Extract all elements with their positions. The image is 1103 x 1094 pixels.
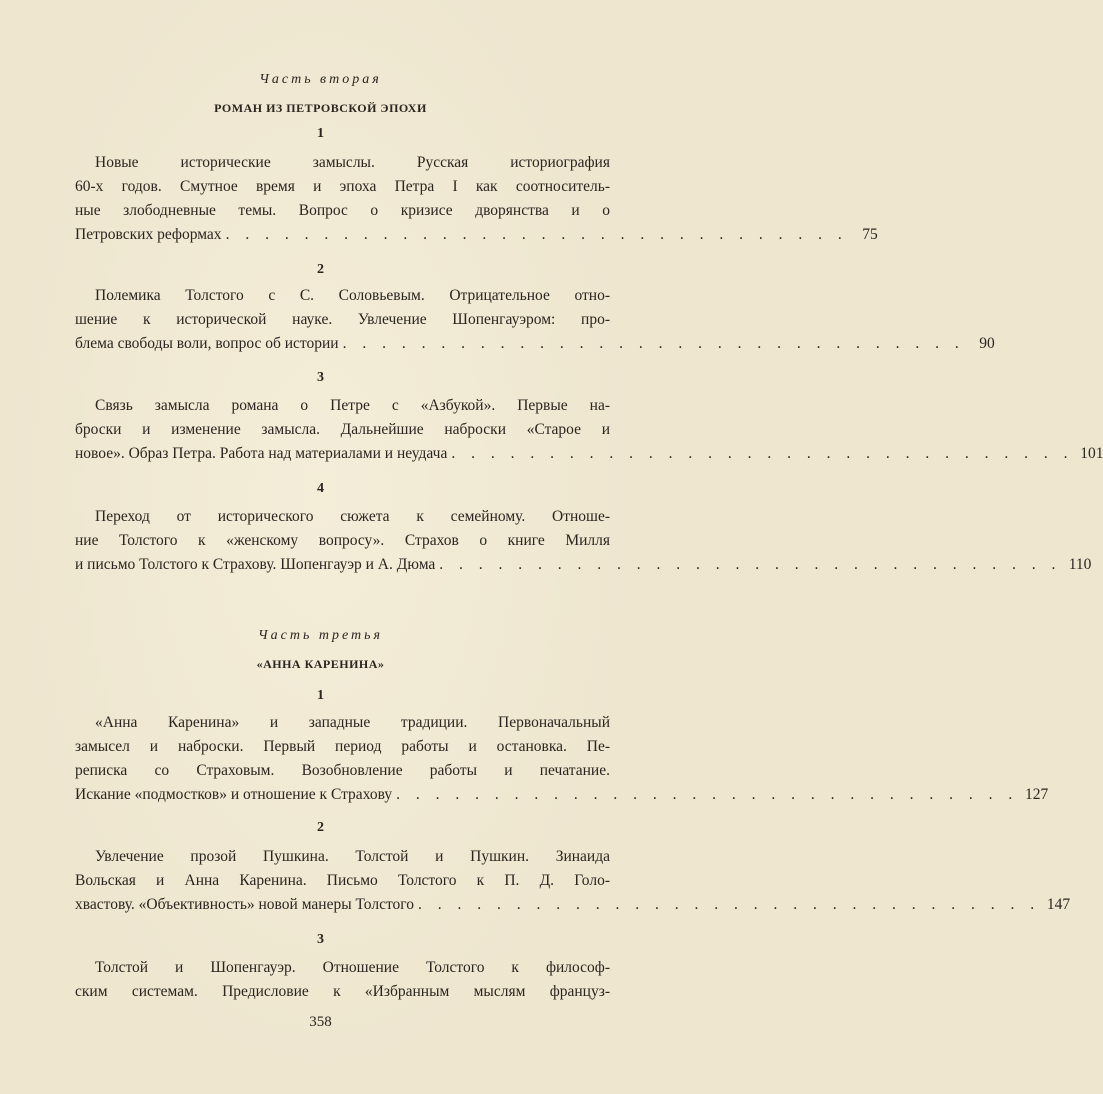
toc-line: ные злободневные темы. Вопрос о кризисе дворянства и о: [75, 202, 610, 219]
toc-line: ским системам. Предисловие к «Избранным мыслям француз-: [75, 983, 610, 1000]
toc-line: броски и изменение замысла. Дальнейшие наброски «Старое и: [75, 421, 610, 438]
leader-dots: . . . . . . . . . . . . . . . . . . . . . . . . . . . . . . . .: [225, 226, 848, 243]
toc-line: Толстой и Шопенгауэр. Отношение Толстого к философ-: [95, 959, 610, 976]
page-number: 147: [1046, 896, 1071, 913]
leader-dots: . . . . . . . . . . . . . . . . . . . . . . . . . . . . . . . .: [451, 445, 1074, 462]
toc-entry: [75, 956, 610, 1004]
toc-entry: [75, 151, 878, 247]
leader-dots: . . . . . . . . . . . . . . . . . . . . . . . . . . . . . . . .: [418, 896, 1041, 913]
page-number: 101: [1080, 445, 1103, 462]
page-number: 127: [1025, 786, 1049, 803]
toc-line: блема свободы воли, вопрос об истории . . . . . . . . . . . . . . . . . . . . . . . . . . . . . . . . 90: [75, 332, 610, 356]
toc-entry: [75, 711, 1049, 807]
chapter-number: 2: [317, 262, 324, 277]
part-title: «АННА КАРЕНИНА»: [256, 657, 385, 671]
toc-line: Искание «подмостков» и отношение к Страхову . . . . . . . . . . . . . . . . . . . . . . . . . . . . . . . . 127: [75, 783, 610, 807]
toc-line: хвастову. «Объективность» новой манеры Толстого . . . . . . . . . . . . . . . . . . . . . . . . . . . . . . . . 147: [75, 893, 610, 917]
toc-entry: [75, 505, 1092, 577]
toc-line: и письмо Толстого к Страхову. Шопенгауэр и А. Дюма . . . . . . . . . . . . . . . . . . . . . . . . . . . . . . . . 110: [75, 553, 610, 577]
toc-line: реписка со Страховым. Возобновление работы и печатание.: [75, 762, 610, 779]
chapter-number: 1: [317, 126, 324, 141]
toc-line: Переход от исторического сюжета к семейному. Отноше-: [95, 508, 610, 525]
part-heading: Часть вторая: [259, 72, 382, 87]
page-folio: 358: [309, 1014, 332, 1030]
toc-line: Вольская и Анна Каренина. Письмо Толстого к П. Д. Голо-: [75, 872, 610, 889]
toc-line: «Анна Каренина» и западные традиции. Первоначальный: [95, 714, 610, 731]
leader-dots: . . . . . . . . . . . . . . . . . . . . . . . . . . . . . . . .: [342, 335, 965, 352]
toc-line: новое». Образ Петра. Работа над материалами и неудача . . . . . . . . . . . . . . . . . . . . . . . . . . . . . . . . 101: [75, 442, 610, 466]
leader-dots: . . . . . . . . . . . . . . . . . . . . . . . . . . . . . . . .: [396, 786, 1019, 803]
chapter-number: 3: [317, 932, 324, 947]
toc-line: Увлечение прозой Пушкина. Толстой и Пушкин. Зинаида: [95, 848, 610, 865]
toc-line: замысел и наброски. Первый период работы и остановка. Пе-: [75, 738, 610, 755]
toc-line: шение к исторической науке. Увлечение Шопенгауэром: про-: [75, 311, 610, 328]
toc-line: Петровских реформах . . . . . . . . . . . . . . . . . . . . . . . . . . . . . . . . 75: [75, 223, 610, 247]
toc-entry: [75, 845, 1071, 917]
toc-line: Связь замысла романа о Петре с «Азбукой». Первые на-: [95, 397, 610, 414]
toc-line: Полемика Толстого с С. Соловьевым. Отрицательное отно-: [95, 287, 610, 304]
chapter-number: 2: [317, 820, 324, 835]
chapter-number: 1: [317, 688, 324, 703]
toc-line: 60-х годов. Смутное время и эпоха Петра I как соотноситель-: [75, 178, 610, 195]
toc-entry: [75, 394, 1103, 466]
page-number: 75: [862, 226, 878, 243]
leader-dots: . . . . . . . . . . . . . . . . . . . . . . . . . . . . . . . .: [439, 556, 1062, 573]
toc-line: Новые исторические замыслы. Русская историография: [95, 154, 610, 171]
chapter-number: 3: [317, 370, 324, 385]
part-title: РОМАН ИЗ ПЕТРОВСКОЙ ЭПОХИ: [214, 101, 427, 115]
toc-line: ние Толстого к «женскому вопросу». Страхов о книге Милля: [75, 532, 610, 549]
part-heading: Часть третья: [258, 628, 383, 643]
toc-entry: [75, 284, 995, 356]
chapter-number: 4: [317, 481, 324, 496]
page-number: 90: [979, 335, 995, 352]
page-number: 110: [1068, 556, 1092, 573]
